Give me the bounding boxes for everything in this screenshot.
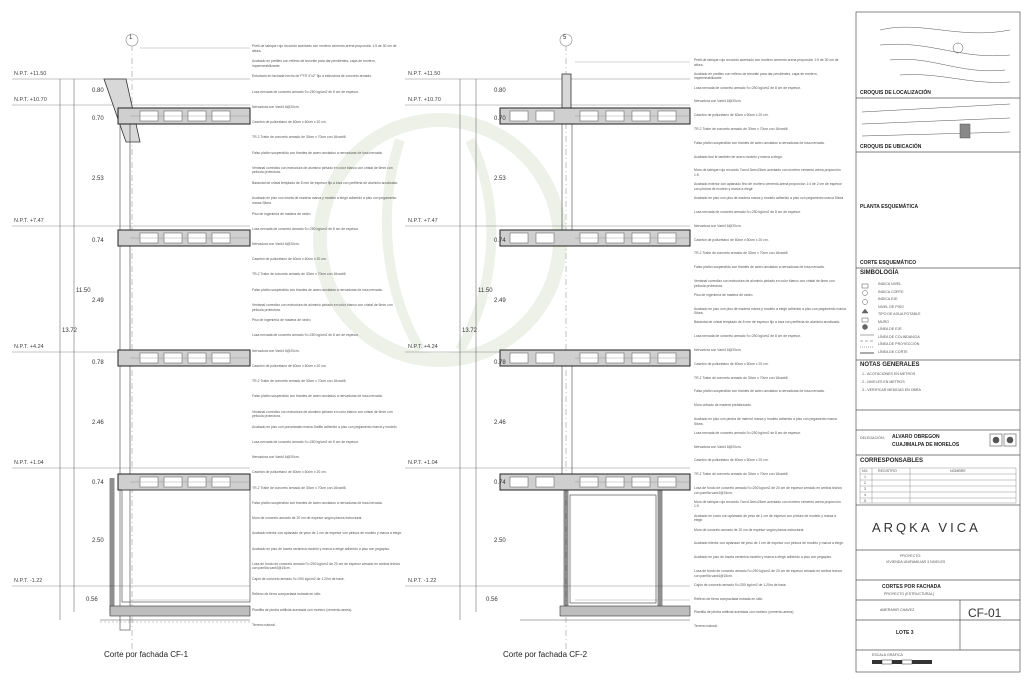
level-label: N.P.T. +4.24 <box>14 344 44 350</box>
annotation-note: Casetón de poliuretano de 60cm x 60cm x 20 cm. <box>252 470 327 475</box>
corresponsables-table <box>860 468 1016 503</box>
caption-cf2: Corte por fachada CF-2 <box>503 650 588 659</box>
level-label: N.P.T. +10.70 <box>14 97 47 103</box>
annotation-note: Plantilla de piedra artificial acentada con mortero (cemento-arena). <box>694 610 795 615</box>
annotation-note: Ventanal corredizo con estructura de aluminio pintado en color blanco con cristal de 6mm con película protectora. <box>252 165 393 175</box>
annotation-note: Casetón de poliuretano de 60cm x 60cm x 20 cm. <box>252 120 327 125</box>
plan-subtitle: PROYECTO (ESTRUCTURAL) <box>884 592 935 596</box>
annotation-note: TR-2 Trabe de concreto armado de 30cm x 70cm con 16var#6 <box>252 135 346 140</box>
symbol-item: LÍNEA DE CORTE <box>878 349 908 354</box>
annotation-note: Pretil de tabique rojo recocido acentado con mortero cemento arena proporción 1:5 de 30 cm de altura. <box>694 58 839 67</box>
level-label: N.P.T. +1.04 <box>408 460 438 466</box>
annotation-note: Plantilla de piedra artificial acentada con mortero (cemento-arena). <box>252 607 353 612</box>
level-label: N.P.T. +7.47 <box>408 218 438 224</box>
total-dimension: 11.50 <box>478 288 493 294</box>
plan-code: CF-01 <box>968 606 1002 620</box>
caption-cf1: Corte por fachada CF-1 <box>104 650 189 659</box>
annotation-note: Pretil de tabique rojo recocido acentado con mortero cemento arena proporción 1:5 de 30 cm de altura. <box>252 44 397 53</box>
location-map <box>880 27 1010 82</box>
total-dimension: 11.50 <box>76 288 91 294</box>
croquis-localizacion-label: CROQUIS DE LOCALIZACIÓN <box>860 90 931 96</box>
table-head-nombre: NOMBRE <box>950 469 966 473</box>
table-row-number: 3 <box>864 487 866 491</box>
symbol-item: MURO <box>878 319 889 324</box>
annotation-note: Acabado en piso con piso de madera marca y modelo adherido a piso con pegamento marca Sikea <box>694 196 844 201</box>
table-row-number: 1 <box>864 475 866 479</box>
dimension-label: 0.74 <box>92 480 104 486</box>
dimension-label: 2.50 <box>92 538 104 544</box>
notas-label: NOTAS GENERALES <box>860 362 920 368</box>
axis-label-1: 1 <box>129 35 133 41</box>
dimension-label: 0.78 <box>92 360 104 366</box>
annotation-note: Falso plafón suspendido con tirantes de acero anclados a nervaduras de losa nervada. <box>694 140 825 145</box>
annotation-note: Losa nervada de concreto armado f'c=250 kg/cm2 de 8 cm de espesor. <box>252 89 359 94</box>
general-note-item: 3.- VERIFICAR MEDIDAS EN OBRA <box>862 388 921 392</box>
annotation-note: Ventanal corredizo con estructura de aluminio pintado en color blanco con cristal de 6mm con película protectora. <box>252 409 393 419</box>
annotation-note: Terreno natural. <box>252 622 276 627</box>
annotation-note: Acabado en piso con porcelanato marca Daltile adherido a piso con pegamento marca y modelo. <box>252 424 398 429</box>
firm-name: ARQKA VICA <box>872 520 981 535</box>
annotation-note: TR-2 Trabe de concreto armado de 30cm x 70cm con 16var#6 <box>694 127 788 132</box>
notes-column-left <box>252 44 402 638</box>
annotation-note: Nervadura con Var#4 6@20cm. <box>252 455 300 460</box>
symbol-item: LÍNEA DE EJE <box>878 327 902 331</box>
dimension-label: 2.53 <box>494 176 506 182</box>
dimension-label: 2.49 <box>92 298 104 304</box>
annotation-note: Falso plafón suspendido con tirantes de acero anclados a nervaduras de losa nervada. <box>252 287 383 292</box>
annotation-note: Acabado interior con aplanado de yeso de 1 cm de espesor con pintura de modelo y marca a elegir. <box>252 531 402 536</box>
annotation-note: Nervadura con Var#4 6@20cm. <box>252 242 300 246</box>
annotation-note: Acabado en zoclo con aplanado de yeso de 1 cm de espesor con pintura de modelo y marca a elegir. <box>694 513 837 523</box>
delegacion-label: DELEGACIÓN: <box>860 436 885 440</box>
annotation-note: Muro de tabique rojo recocido 7cmx13cmx26cm acentado con mortero cemento arena proporción 1:5 <box>694 499 841 509</box>
annotation-note: Falso plafón suspendido con tirantes de acero anclados a nervaduras de losa nervada. <box>252 394 383 399</box>
annotation-note: Losa nervada de concreto armado f'c=250 kg/cm2 de 8 cm de espesor. <box>694 85 801 90</box>
dimension-label: 0.74 <box>494 238 506 244</box>
annotation-note: Muro de concreto armado de 20 cm de espesor según planos estructural. <box>252 516 363 521</box>
annotation-note: Casetón de poliuretano de 60cm x 60cm x 20 cm. <box>252 363 327 368</box>
annotation-note: Losa nervada de concreto armado f'c=250 kg/cm2 de 8 cm de espesor. <box>252 226 359 231</box>
annotation-note: Falso plafón suspendido con tirantes de acero anclados a nervaduras de losa nervada. <box>694 265 825 270</box>
lote-label: LOTE 3 <box>896 630 914 636</box>
level-label: N.P.T. -1.22 <box>14 578 43 584</box>
annotation-note: Acabado en piso con loseta de madera marca y modelo a elegir adherido a piso con pegamento marca Sikea <box>252 196 397 205</box>
annotation-note: Muro de tabique rojo recocido 7cmx13cmx26cm acentado con mortero cemento arena proporción 1:5 <box>694 168 841 178</box>
symbol-item: LÍNEA DE COLINDANCIA <box>878 334 920 339</box>
annotation-note: Acabado en pretiles con relleno de tezontle para dar pendientes, capa de mortero, impermeabilizante. <box>694 71 818 81</box>
annotation-note: Losa de fondo de concreto armado f'c=250 kg/cm2 de 20 cm de espesor armado en ambos lechos con parrilla var#4@15cm. <box>694 486 842 495</box>
symbol-item: NIVEL DE PISO <box>878 304 904 309</box>
annotation-note: TR-2 Trabe de concreto armado de 30cm x 70cm con 16var#6 <box>694 472 788 477</box>
dimension-label: 0.70 <box>494 116 506 122</box>
dimension-label: 2.53 <box>92 176 104 182</box>
level-label: N.P.T. +4.24 <box>408 344 438 350</box>
planta-label: PLANTA ESQUEMÁTICA <box>860 204 919 210</box>
dimension-label: 2.50 <box>494 538 506 544</box>
corresponsables-label: CORRESPONSABLES <box>860 458 924 464</box>
simbologia-label: SIMBOLOGÍA <box>860 270 899 276</box>
annotation-note: Piso de ingeniería de madera de cedro. <box>694 292 754 297</box>
annotation-note: TR-2 Trabe de concreto armado de 30cm x 70cm con 16var#6 <box>252 485 346 490</box>
general-note-item: 2.- NIVELES EN METROS <box>862 380 905 384</box>
annotation-note: Losa nervada de concreto armado f'c=250 kg/cm2 de 8 cm de espesor. <box>694 334 801 339</box>
dimension-label: 0.74 <box>494 480 506 486</box>
notes-column-right <box>694 58 846 638</box>
project-label: PROYECTO: <box>900 554 922 558</box>
corte-label: CORTE ESQUEMÁTICO <box>860 260 917 266</box>
annotation-note: Losa nervada de concreto armado f'c=250 kg/cm2 de 8 cm de espesor. <box>252 440 359 444</box>
annotation-note: Muro de concreto armado de 20 cm de espesor según planos estructural. <box>694 527 805 532</box>
annotation-note: Acabado en piso con piso de madera marca y modelo a elegir adherido a piso con pegamento marca Sikea. <box>694 306 846 316</box>
level-label: N.P.T. -1.22 <box>408 578 437 584</box>
site-map <box>862 104 1010 138</box>
dimension-label: 0.70 <box>92 116 104 122</box>
level-label: N.P.T. +7.47 <box>14 218 44 224</box>
author-name: AMERAHIR CHAVEZ <box>880 608 915 612</box>
plan-title: CORTES POR FACHADA <box>882 584 941 590</box>
annotation-note: Cajón de concreto armado f'c=250 kg/cm2 de 1.20m de base. <box>694 582 787 587</box>
table-row-number: 2 <box>864 481 866 485</box>
government-logos <box>990 434 1016 446</box>
annotation-note: Barandal de cristal templado de 8 mm de espesor fijo a losa con perfileria de aluminio anodizado. <box>694 320 841 325</box>
graphic-scale <box>872 660 932 664</box>
section-cf1 <box>12 34 250 630</box>
dimension-label: 2.46 <box>92 420 104 426</box>
annotation-note: Cajón de concreto armado f'c=250 kg/cm2 de 1.20m de base. <box>252 577 345 582</box>
table-row-number: 4 <box>864 493 866 497</box>
annotation-note: Relleno de tierra compactada estrada en sitio. <box>252 592 322 597</box>
table-head-registro: REGISTRO <box>878 469 897 473</box>
dimension-label: 0.80 <box>494 88 506 94</box>
annotation-note: Nervadura con Var#4 6@20cm. <box>252 348 300 353</box>
annotation-note: Losa de fondo de concreto armado f'c=250 kg/cm2 de 20 cm de espesor armado en ambos lechos con parrilla var#4@15cm. <box>694 568 842 578</box>
annotation-note: TR-2 Trabe de concreto armado de 30cm x 70cm con 16var#6 <box>252 272 346 277</box>
symbol-item: INDICA EJE <box>878 297 898 301</box>
annotation-note: Losa de fondo de concreto armado f'c=250 kg/cm2 de 20 cm de espesor armado en ambos lechos con parrilla var#4@15cm. <box>252 561 400 571</box>
annotation-note: Acabado en piso de loseta cerámica modelo y marca a elegir adherido a piso con pegapiso. <box>694 555 832 560</box>
symbol-item: INDICA NIVEL <box>878 282 902 286</box>
general-note-item: 1.- ACOTACIONES EN METROS <box>862 372 916 376</box>
annotation-note: Nervadura con Var#4 6@20cm. <box>252 104 300 109</box>
symbol-item: INDICA CORTE <box>878 289 904 294</box>
annotation-note: Nervadura con Var#4 6@20cm. <box>694 444 742 449</box>
annotation-note: Nervadura con Var#4 6@20cm. <box>694 223 742 228</box>
annotation-note: Falso plafón suspendido con tirantes de acero anclados a nervaduras de losa nervada. <box>252 150 383 155</box>
annotation-note: Acabado exterior con aplanado fino de mortero cemento-arena proporción 1:4 de 2 cm de espesor con pintura de modelo y marca a elegir. <box>694 182 842 191</box>
dimension-label: 0.74 <box>92 238 104 244</box>
annotation-note: Casetón de poliuretano de 60cm x 60cm x 20 cm. <box>694 113 769 118</box>
annotation-note: TR-2 Trabe de concreto armado de 30cm x 70cm con 16var#6 <box>694 251 788 256</box>
annotation-note: Barandal de cristal templado de 8 mm de espesor fijo a losa con perfileria de aluminio anodizado. <box>252 181 399 186</box>
scale-label: ESCALA GRÁFICA <box>872 653 903 657</box>
annotation-note: Entortado en fachada hecho de PTR 4"x2" fijo a estructura de concreto armado. <box>252 74 373 79</box>
annotation-note: Muro cribado de madera prefabricado. <box>694 403 752 408</box>
level-label: N.P.T. +10.70 <box>408 97 441 103</box>
annotation-note: Acabado interior con aplanado de yeso de 1 cm de espesor con pintura de modelo y marca a elegir. <box>694 541 844 546</box>
dimension-label: 0.56 <box>486 597 498 603</box>
annotation-note: Nervadura con Var#4 6@20cm. <box>694 348 742 352</box>
annotation-note: TR-2 Trabe de concreto armado de 30cm x 70cm con 16var#6 <box>694 375 788 380</box>
annotation-note: Piso de ingeniería de madera de cedro. <box>252 211 312 216</box>
annotation-note: Casetón de poliuretano de 60cm x 60cm x 20 cm. <box>694 237 769 242</box>
annotation-note: Acabado en pretiles con relleno de tezontle para dar pendientes, capa de mortero, impermeabilizante. <box>252 59 376 68</box>
table-head-no: NO. <box>862 469 869 473</box>
level-label: N.P.T. +11.50 <box>408 71 441 77</box>
annotation-note: Losa nervada de concreto armado f'c=250 kg/cm2 de 8 cm de espesor. <box>252 333 359 338</box>
annotation-note: Falso plafón suspendido con tirantes de acero anclados a nervaduras de losa nervada. <box>694 389 825 394</box>
annotation-note: Losa nervada de concreto armado f'c=250 kg/cm2 de 8 cm de espesor. <box>694 430 801 435</box>
total-dimension: 13.72 <box>62 328 78 334</box>
axis-label-5: 5 <box>563 35 567 41</box>
annotation-note: Casetón de poliuretano de 60cm x 60cm x 20 cm. <box>694 361 769 366</box>
annotation-note: Relleno de tierra compactada estrada en sitio. <box>694 596 764 601</box>
level-label: N.P.T. +11.50 <box>14 71 47 77</box>
project-value: VIVIENDA UNIFAMILIAR 3 NIVELES <box>886 560 946 564</box>
symbology-icons <box>860 284 874 353</box>
annotation-note: Acabado tirol te también de acero modelo y marca a elegir. <box>694 154 783 159</box>
annotation-note: Casetón de poliuretano de 60cm x 60cm x 20 cm. <box>694 458 769 463</box>
symbol-item: LÍNEA DE PROYECCIÓN <box>878 342 920 346</box>
annotation-note: Losa nervada de concreto armado f'c=250 kg/cm2 de 8 cm de espesor. <box>694 209 801 214</box>
symbol-item: TIPO DE AGUA POTABLE <box>878 312 921 316</box>
annotation-note: Acabado en piso de loseta cerámica modelo y marca a elegir adherido a piso con pegapiso. <box>252 546 390 551</box>
annotation-note: Nervadura con Var#4 6@20cm. <box>694 99 742 104</box>
annotation-note: Terreno natural. <box>694 624 718 629</box>
annotation-note: Ventanal corredizo con estructura de aluminio pintado en color blanco con cristal de 6mm con película protectora. <box>694 278 835 288</box>
annotation-note: TR-2 Trabe de concreto armado de 30cm x 70cm con 16var#6 <box>252 379 346 384</box>
cuajimalpa-value: CUAJIMALPA DE MORELOS <box>892 442 960 448</box>
dimension-label: 0.80 <box>92 88 104 94</box>
total-dimension: 13.72 <box>462 328 478 334</box>
croquis-ubicacion-label: CROQUIS DE UBICACIÓN <box>860 144 922 150</box>
level-label: N.P.T. +1.04 <box>14 460 44 466</box>
dimension-label: 2.49 <box>494 298 506 304</box>
annotation-note: Casetón de poliuretano de 60cm x 60cm x 20 cm. <box>252 257 327 262</box>
annotation-note: Falso plafón suspendido con tirantes de acero anclados a nervaduras de losa nervada. <box>252 500 383 505</box>
dimension-label: 0.56 <box>86 597 98 603</box>
delegacion-value: ALVARO OBREGON <box>892 434 940 440</box>
annotation-note: Acabado en piso con piedra de mármol marca y modelo adherido a piso con pegamento marca Sikea. <box>694 417 837 426</box>
table-row-number: 5 <box>864 499 866 503</box>
annotation-note: Ventanal corredizo con estructura de aluminio pintado en color blanco con cristal de 6mm con película protectora. <box>252 302 393 312</box>
dimension-label: 2.46 <box>494 420 506 426</box>
annotation-note: Piso de ingeniería de madera de cedro. <box>252 318 312 323</box>
dimension-label: 0.78 <box>494 360 506 366</box>
